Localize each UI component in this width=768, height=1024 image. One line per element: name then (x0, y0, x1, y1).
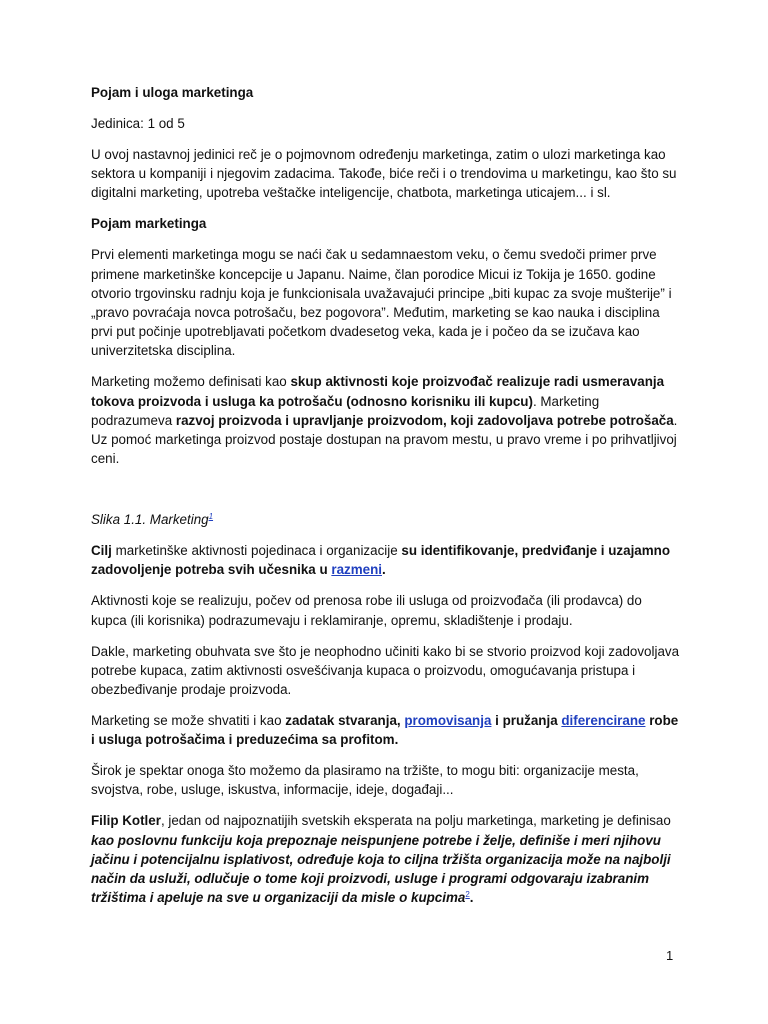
definition-paragraph: Marketing možemo definisati kao skup aktivnosti koje proizvođač realizuje radi usmeravanja tokova proizvoda i usluga ka potrošaču (odnosno korisniku ili kupcu). Marketing podrazumeva razvoj proizvoda i upravljanje proizvodom, koji zadovoljava potrebe potrošača. Uz pomoć marketinga proizvod postaje dostupan na pravom mestu, u pravo vreme i po prihvatljivoj ceni. (91, 374, 678, 467)
document-page (91, 83, 681, 919)
summary-paragraph: Dakle, marketing obuhvata sve što je neophodno učiniti kako bi se stvorio proizvod koji zadovoljava potrebe kupaca, zatim aktivnosti osvešćivanja kupaca o proizvodu, omogućavanja pristupa i obezbeđivanje prodaje proizvoda. (91, 643, 680, 698)
kotler-paragraph: Filip Kotler, jedan od najpoznatijih svetskih eksperata na polju marketinga, marketing je definisao kao poslovnu funkciju koja prepoznaje neispunjene potrebe i želje, definiše i meri njihovu jačinu i potencijalnu isplativost, određuje koja to ciljna tržišta organizacija može na najbolji način da usluži, odlučuje o tome koji proizvodi, usluge i programi odgovaraju izabranim tržištima i apeluje na sve u organizaciji da misle o kupcima$^2$. (91, 813, 671, 906)
diferencirane-link[interactable]: diferencirane (561, 713, 646, 729)
intro-paragraph: U ovoj nastavnoj jedinici reč je o pojmovnom određenju marketinga, zatim o ulozi marketinga kao sektora u kompaniji i njegovim zadacima. Takođe, biće reči i o trendovima u marketingu, kao što su digitalni marketing, upotreba veštačke inteligencije, chatbota, marketinga uticajem... i sl. (91, 147, 677, 201)
document-title: Pojam i uloga marketinga (91, 85, 254, 100)
promovisanja-link[interactable]: promovisanja (404, 713, 492, 729)
footnote-link-1[interactable]: 1 (208, 512, 214, 522)
unit-label: Jedinica: 1 od 5 (91, 116, 185, 131)
figure-caption: Slika 1.1. Marketing$^1$ (91, 512, 214, 528)
goal-paragraph: Cilj marketinške aktivnosti pojedinaca i organizacije su identifikovanje, predviđanje i uzajamno zadovoljenje potreba svih učesnika u razmeni. (91, 543, 671, 578)
page-number: 1 (666, 948, 674, 963)
footnote-link-2[interactable]: 2 (465, 890, 470, 900)
razmeni-link[interactable]: razmeni (331, 562, 382, 578)
section-heading: Pojam marketinga (91, 216, 207, 232)
figure-placeholder (91, 480, 681, 510)
spectrum-paragraph: Širok je spektar onoga što možemo da plasiramo na tržište, to mogu biti: organizacije mesta, svojstva, robe, usluge, iskustva, informacije, ideje, događaji... (91, 763, 639, 798)
task-paragraph: Marketing se može shvatiti i kao zadatak stvaranja, promovisanja i pružanja diferencirane robe i usluga potrošačima i preduzećima sa profitom. (91, 713, 679, 748)
history-paragraph: Prvi elementi marketinga mogu se naći čak u sedamnaestom veku, o čemu svedoči primer prve primene marketinške koncepcije u Japanu. Naime, član porodice Micui iz Tokija je 1650. godine otvorio trgovinsku radnju koja je funkcionisala uvažavajući principe „biti kupac za svoje mušterije” i „pravo povraćaja novca potrošaču, bez pogovora”. Međutim, marketing se kao nauka i disciplina prvi put počinje upotrebljavati početkom dvadesetog veka, kada je i počeo da se izučava kao univerzitetska disciplina. (91, 247, 672, 359)
activities-paragraph: Aktivnosti koje se realizuju, počev od prenosa robe ili usluga od proizvođača (ili prodavca) do kupca (ili korisnika) podrazumevaju i reklamiranje, opremu, skladištenje i prodaju. (91, 593, 642, 628)
